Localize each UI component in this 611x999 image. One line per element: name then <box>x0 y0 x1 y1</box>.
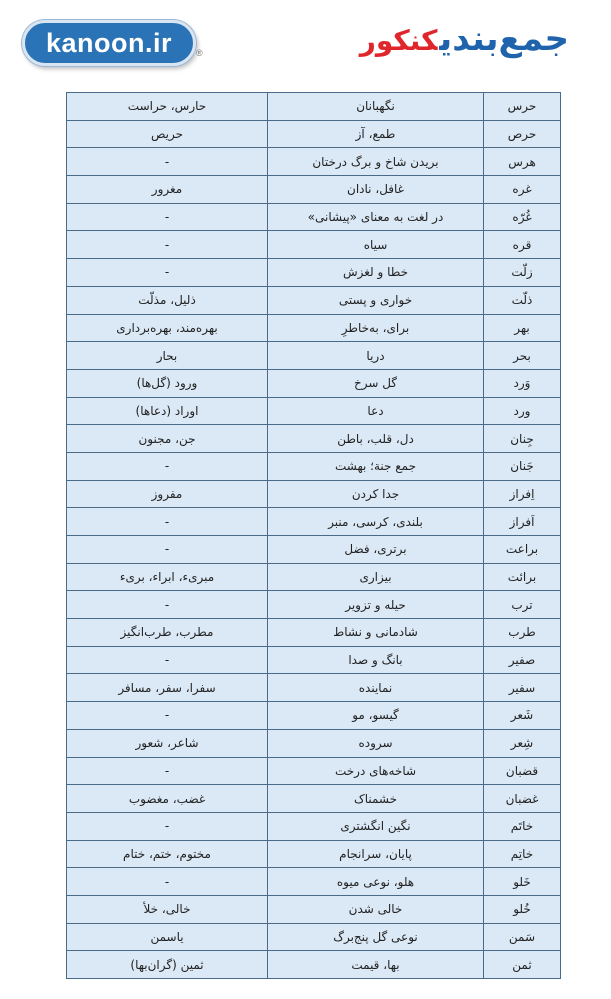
meaning-cell: در لغت به معنای «پیشانی» <box>268 203 484 231</box>
word-cell: خاتَم <box>484 812 561 840</box>
table-row <box>67 536 561 564</box>
meaning-cell: بیزاری <box>268 563 484 591</box>
related-words-cell: - <box>67 591 268 619</box>
meaning-cell: خشمناک <box>268 785 484 813</box>
word-cell: سَمن <box>484 923 561 951</box>
table-row <box>67 646 561 674</box>
word-cell: قضبان <box>484 757 561 785</box>
page-header <box>0 0 611 92</box>
meaning-cell: بلندی، کرسی، منبر <box>268 508 484 536</box>
related-words-cell: مفروز <box>67 480 268 508</box>
related-words-cell: - <box>67 231 268 259</box>
word-cell: هرس <box>484 148 561 176</box>
word-cell: خُلو <box>484 895 561 923</box>
meaning-cell: دل، قلب، باطن <box>268 425 484 453</box>
table-row <box>67 702 561 730</box>
table-row <box>67 148 561 176</box>
related-words-cell: - <box>67 452 268 480</box>
meaning-cell: خطا و لغزش <box>268 259 484 287</box>
meaning-cell: هلو، نوعی میوه <box>268 868 484 896</box>
word-cell: شَعر <box>484 702 561 730</box>
word-cell: براعت <box>484 536 561 564</box>
related-words-cell: بهره‌مند، بهره‌برداری <box>67 314 268 342</box>
word-cell: وَرد <box>484 369 561 397</box>
table-row <box>67 868 561 896</box>
table-row <box>67 342 561 370</box>
table-row <box>67 785 561 813</box>
table-row <box>67 176 561 204</box>
meaning-cell: دریا <box>268 342 484 370</box>
table-row <box>67 231 561 259</box>
word-cell: طرب <box>484 619 561 647</box>
meaning-cell: شادمانی و نشاط <box>268 619 484 647</box>
word-cell: ورد <box>484 397 561 425</box>
meaning-cell: سیاه <box>268 231 484 259</box>
related-words-cell: - <box>67 646 268 674</box>
table-row <box>67 259 561 287</box>
word-cell: حرص <box>484 120 561 148</box>
page-title <box>360 16 569 64</box>
related-words-cell: - <box>67 702 268 730</box>
word-cell: شِعر <box>484 729 561 757</box>
meaning-cell: غافل، نادان <box>268 176 484 204</box>
word-cell: صفیر <box>484 646 561 674</box>
table-row <box>67 951 561 979</box>
related-words-cell: شاعر، شعور <box>67 729 268 757</box>
meaning-cell: نگهبانان <box>268 93 484 121</box>
word-cell: قره <box>484 231 561 259</box>
word-cell: غره <box>484 176 561 204</box>
related-words-cell: مغرور <box>67 176 268 204</box>
table-row <box>67 757 561 785</box>
word-cell: برائت <box>484 563 561 591</box>
related-words-cell: اوراد (دعاها) <box>67 397 268 425</box>
related-words-cell: - <box>67 203 268 231</box>
meaning-cell: نماینده <box>268 674 484 702</box>
meaning-cell: پایان، سرانجام <box>268 840 484 868</box>
table-row <box>67 923 561 951</box>
word-cell: جِنان <box>484 425 561 453</box>
related-words-cell: بحار <box>67 342 268 370</box>
related-words-cell: سفرا، سفر، مسافر <box>67 674 268 702</box>
table-row <box>67 120 561 148</box>
meaning-cell: نگین انگشتری <box>268 812 484 840</box>
meaning-cell: طمع، آز <box>268 120 484 148</box>
table-row <box>67 674 561 702</box>
related-words-cell: - <box>67 868 268 896</box>
word-cell: ذلّت <box>484 286 561 314</box>
related-words-cell: - <box>67 508 268 536</box>
related-words-cell: یاسمن <box>67 923 268 951</box>
related-words-cell: ورود (گل‌ها) <box>67 369 268 397</box>
meaning-cell: برتری، فضل <box>268 536 484 564</box>
table-row <box>67 425 561 453</box>
meaning-cell: جدا کردن <box>268 480 484 508</box>
word-cell: جَنان <box>484 452 561 480</box>
related-words-cell: - <box>67 812 268 840</box>
table-row <box>67 480 561 508</box>
kanoon-logo[interactable] <box>22 20 196 66</box>
meaning-cell: برای، به‌خاطرِ <box>268 314 484 342</box>
meaning-cell: خواری و پستی <box>268 286 484 314</box>
title-main: جمع‌بندی <box>439 19 569 59</box>
related-words-cell: مطرب، طرب‌انگیز <box>67 619 268 647</box>
word-cell: اِفراز <box>484 480 561 508</box>
table-row <box>67 729 561 757</box>
table-row <box>67 619 561 647</box>
table-row <box>67 286 561 314</box>
word-cell: اَفراز <box>484 508 561 536</box>
word-cell: غُرّه <box>484 203 561 231</box>
meaning-cell: بها، قیمت <box>268 951 484 979</box>
meaning-cell: شاخه‌های درخت <box>268 757 484 785</box>
meaning-cell: نوعی گل پنج‌برگ <box>268 923 484 951</box>
table-row <box>67 93 561 121</box>
table-row <box>67 397 561 425</box>
related-words-cell: جن، مجنون <box>67 425 268 453</box>
word-cell: سفیر <box>484 674 561 702</box>
registered-mark: ® <box>196 48 203 58</box>
table-row <box>67 452 561 480</box>
table-row <box>67 591 561 619</box>
table-row <box>67 508 561 536</box>
logo-text: kanoon.ir <box>45 27 172 58</box>
related-words-cell: ذلیل، مذلّت <box>67 286 268 314</box>
meaning-cell: بریدن شاخ و برگ درختان <box>268 148 484 176</box>
meaning-cell: دعا <box>268 397 484 425</box>
related-words-cell: - <box>67 148 268 176</box>
meaning-cell: حیله و تزویر <box>268 591 484 619</box>
table-row <box>67 563 561 591</box>
related-words-cell: - <box>67 259 268 287</box>
vocabulary-table <box>66 92 561 979</box>
related-words-cell: - <box>67 536 268 564</box>
meaning-cell: گیسو، مو <box>268 702 484 730</box>
related-words-cell: مبریء، ابراء، بریء <box>67 563 268 591</box>
table-row <box>67 840 561 868</box>
word-cell: حرس <box>484 93 561 121</box>
table-row <box>67 895 561 923</box>
related-words-cell: حارس، حراست <box>67 93 268 121</box>
table-row <box>67 369 561 397</box>
word-cell: ثمن <box>484 951 561 979</box>
table-row <box>67 203 561 231</box>
word-cell: خَلو <box>484 868 561 896</box>
word-cell: زلّت <box>484 259 561 287</box>
table-row <box>67 314 561 342</box>
word-cell: غضبان <box>484 785 561 813</box>
meaning-cell: بانگ و صدا <box>268 646 484 674</box>
related-words-cell: - <box>67 757 268 785</box>
meaning-cell: سروده <box>268 729 484 757</box>
word-cell: ترب <box>484 591 561 619</box>
word-cell: خاتِم <box>484 840 561 868</box>
word-cell: بهر <box>484 314 561 342</box>
vocabulary-table-body <box>67 93 561 979</box>
related-words-cell: ثمین (گران‌بها) <box>67 951 268 979</box>
word-cell: بحر <box>484 342 561 370</box>
related-words-cell: مختوم، ختم، ختام <box>67 840 268 868</box>
table-row <box>67 812 561 840</box>
meaning-cell: خالی شدن <box>268 895 484 923</box>
meaning-cell: جمع جنة؛ بهشت <box>268 452 484 480</box>
related-words-cell: خالی، خلأ <box>67 895 268 923</box>
title-accent: کنکور <box>359 24 438 57</box>
related-words-cell: حریص <box>67 120 268 148</box>
meaning-cell: گل سرخ <box>268 369 484 397</box>
related-words-cell: غضب، مغضوب <box>67 785 268 813</box>
